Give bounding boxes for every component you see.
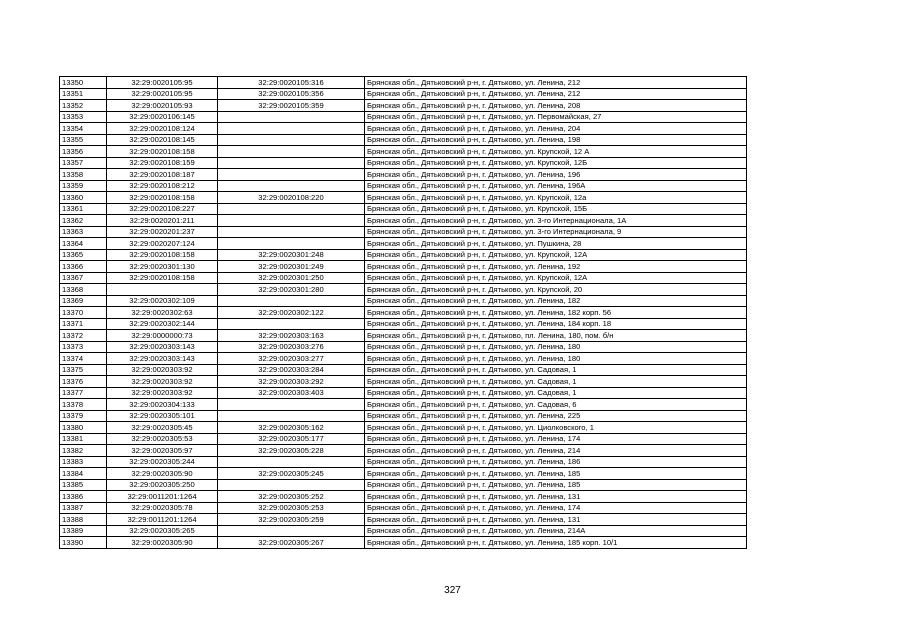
row-number: 13379: [60, 410, 107, 422]
address-cell: Брянская обл., Дятьковский р-н, г. Дятьково, ул. Ленина, 212: [365, 77, 747, 89]
cadastral-number-2: 32:29:0020303:284: [218, 364, 365, 376]
cadastral-number-1: 32:29:0020303:143: [107, 353, 218, 365]
row-number: 13385: [60, 479, 107, 491]
table-row: [60, 111, 747, 123]
address-cell: Брянская обл., Дятьковский р-н, г. Дятьково, ул. Ленина, 214: [365, 445, 747, 457]
table-row: [60, 261, 747, 273]
address-cell: Брянская обл., Дятьковский р-н, г. Дятьково, ул. Ленина, 185: [365, 479, 747, 491]
cadastral-number-2: [218, 238, 365, 250]
address-cell: Брянская обл., Дятьковский р-н, г. Дятьково, ул. Ленина, 185: [365, 468, 747, 480]
address-cell: Брянская обл., Дятьковский р-н, г. Дятьково, ул. Ленина, 180: [365, 353, 747, 365]
table-row: [60, 433, 747, 445]
cadastral-number-1: 32:29:0020105:95: [107, 77, 218, 89]
cadastral-number-1: 32:29:0020303:143: [107, 341, 218, 353]
cadastral-number-2: [218, 295, 365, 307]
row-number: 13369: [60, 295, 107, 307]
table-row: [60, 146, 747, 158]
table-row: [60, 295, 747, 307]
cadastral-number-2: [218, 410, 365, 422]
cadastral-number-2: 32:29:0020305:259: [218, 514, 365, 526]
row-number: 13359: [60, 180, 107, 192]
table-row: [60, 238, 747, 250]
cadastral-number-1: 32:29:0020305:90: [107, 468, 218, 480]
row-number: 13382: [60, 445, 107, 457]
cadastral-number-1: 32:29:0020305:78: [107, 502, 218, 514]
page-number: 327: [444, 585, 461, 596]
table-row: [60, 272, 747, 284]
table-row: [60, 468, 747, 480]
cadastral-number-1: 32:29:0020305:97: [107, 445, 218, 457]
cadastral-number-2: 32:29:0020303:403: [218, 387, 365, 399]
property-table: [59, 76, 747, 549]
cadastral-number-2: 32:29:0020301:248: [218, 249, 365, 261]
address-cell: Брянская обл., Дятьковский р-н, г. Дятьково, ул. Ленина, 196А: [365, 180, 747, 192]
address-cell: Брянская обл., Дятьковский р-н, г. Дятьково, ул. Ленина, 185 корп. 10/1: [365, 537, 747, 549]
table-row: [60, 318, 747, 330]
address-cell: Брянская обл., Дятьковский р-н, г. Дятьково, ул. Ленина, 174: [365, 502, 747, 514]
cadastral-number-1: 32:29:0020303:92: [107, 364, 218, 376]
address-cell: Брянская обл., Дятьковский р-н, г. Дятьково, ул. Ленина, 174: [365, 433, 747, 445]
address-cell: Брянская обл., Дятьковский р-н, г. Дятьково, пл. Ленина, 180, пом. б/н: [365, 330, 747, 342]
address-cell: Брянская обл., Дятьковский р-н, г. Дятьково, ул. Садовая, 1: [365, 364, 747, 376]
cadastral-number-1: 32:29:0020304:133: [107, 399, 218, 411]
table-row: [60, 422, 747, 434]
cadastral-number-2: [218, 399, 365, 411]
table-row: [60, 491, 747, 503]
row-number: 13386: [60, 491, 107, 503]
address-cell: Брянская обл., Дятьковский р-н, г. Дятьково, ул. Ленина, 198: [365, 134, 747, 146]
cadastral-number-1: 32:29:0020201:237: [107, 226, 218, 238]
table-row: [60, 226, 747, 238]
table-row: [60, 410, 747, 422]
table-row: [60, 249, 747, 261]
cadastral-number-1: 32:29:0020305:101: [107, 410, 218, 422]
row-number: 13374: [60, 353, 107, 365]
cadastral-number-2: [218, 180, 365, 192]
table-row: [60, 215, 747, 227]
row-number: 13373: [60, 341, 107, 353]
address-cell: Брянская обл., Дятьковский р-н, г. Дятьково, ул. Ленина, 192: [365, 261, 747, 273]
row-number: 13355: [60, 134, 107, 146]
address-cell: Брянская обл., Дятьковский р-н, г. Дятьково, ул. Ленина, 225: [365, 410, 747, 422]
cadastral-number-1: 32:29:0020105:95: [107, 88, 218, 100]
address-cell: Брянская обл., Дятьковский р-н, г. Дятьково, ул. Ленина, 196: [365, 169, 747, 181]
table-row: [60, 180, 747, 192]
cadastral-number-2: 32:29:0020305:267: [218, 537, 365, 549]
cadastral-number-2: 32:29:0020303:276: [218, 341, 365, 353]
cadastral-number-1: 32:29:0020305:90: [107, 537, 218, 549]
address-cell: Брянская обл., Дятьковский р-н, г. Дятьково, ул. Садовая, 6: [365, 399, 747, 411]
row-number: 13357: [60, 157, 107, 169]
address-cell: Брянская обл., Дятьковский р-н, г. Дятьково, ул. Крупской, 12А: [365, 272, 747, 284]
cadastral-number-1: 32:29:0020305:250: [107, 479, 218, 491]
cadastral-number-2: 32:29:0020105:316: [218, 77, 365, 89]
table-row: [60, 341, 747, 353]
address-cell: Брянская обл., Дятьковский р-н, г. Дятьково, ул. Крупской, 12Б: [365, 157, 747, 169]
address-cell: Брянская обл., Дятьковский р-н, г. Дятьково, ул. Ленина, 204: [365, 123, 747, 135]
row-number: 13375: [60, 364, 107, 376]
row-number: 13366: [60, 261, 107, 273]
table-row: [60, 134, 747, 146]
cadastral-number-2: 32:29:0020108:220: [218, 192, 365, 204]
row-number: 13350: [60, 77, 107, 89]
cadastral-number-1: 32:29:0020302:109: [107, 295, 218, 307]
table-row: [60, 203, 747, 215]
row-number: 13368: [60, 284, 107, 296]
address-cell: Брянская обл., Дятьковский р-н, г. Дятьково, ул. Садовая, 1: [365, 387, 747, 399]
table-row: [60, 192, 747, 204]
row-number: 13352: [60, 100, 107, 112]
cadastral-number-1: 32:29:0020108:158: [107, 146, 218, 158]
table-row: [60, 514, 747, 526]
row-number: 13356: [60, 146, 107, 158]
row-number: 13389: [60, 525, 107, 537]
cadastral-number-2: [218, 157, 365, 169]
cadastral-number-1: 32:29:0020305:244: [107, 456, 218, 468]
table-row: [60, 330, 747, 342]
cadastral-number-2: 32:29:0020305:245: [218, 468, 365, 480]
address-cell: Брянская обл., Дятьковский р-н, г. Дятьково, ул. Ленина, 186: [365, 456, 747, 468]
table-row: [60, 284, 747, 296]
cadastral-number-2: [218, 146, 365, 158]
table-row: [60, 307, 747, 319]
address-cell: Брянская обл., Дятьковский р-н, г. Дятьково, ул. Садовая, 1: [365, 376, 747, 388]
row-number: 13361: [60, 203, 107, 215]
cadastral-number-1: 32:29:0020108:145: [107, 134, 218, 146]
cadastral-number-2: [218, 525, 365, 537]
table-row: [60, 502, 747, 514]
cadastral-number-1: 32:29:0020305:265: [107, 525, 218, 537]
table-row: [60, 399, 747, 411]
address-cell: Брянская обл., Дятьковский р-н, г. Дятьково, ул. Ленина, 131: [365, 514, 747, 526]
cadastral-number-2: 32:29:0020301:280: [218, 284, 365, 296]
row-number: 13376: [60, 376, 107, 388]
cadastral-number-1: 32:29:0020305:45: [107, 422, 218, 434]
address-cell: Брянская обл., Дятьковский р-н, г. Дятьково, ул. Крупской, 12а: [365, 192, 747, 204]
cadastral-number-2: [218, 215, 365, 227]
cadastral-number-2: [218, 169, 365, 181]
property-table-body: [60, 77, 747, 549]
row-number: 13362: [60, 215, 107, 227]
row-number: 13365: [60, 249, 107, 261]
cadastral-number-2: 32:29:0020305:177: [218, 433, 365, 445]
cadastral-number-1: 32:29:0020303:92: [107, 376, 218, 388]
table-row: [60, 479, 747, 491]
cadastral-number-1: 32:29:0020305:53: [107, 433, 218, 445]
row-number: 13377: [60, 387, 107, 399]
address-cell: Брянская обл., Дятьковский р-н, г. Дятьково, ул. Ленина, 214А: [365, 525, 747, 537]
cadastral-number-1: 32:29:0020105:93: [107, 100, 218, 112]
row-number: 13351: [60, 88, 107, 100]
cadastral-number-1: 32:29:0020303:92: [107, 387, 218, 399]
table-row: [60, 525, 747, 537]
table-row: [60, 100, 747, 112]
cadastral-number-2: [218, 134, 365, 146]
cadastral-number-1: 32:29:0020108:227: [107, 203, 218, 215]
row-number: 13383: [60, 456, 107, 468]
cadastral-number-1: 32:29:0020108:124: [107, 123, 218, 135]
row-number: 13381: [60, 433, 107, 445]
row-number: 13353: [60, 111, 107, 123]
cadastral-number-2: 32:29:0020302:122: [218, 307, 365, 319]
row-number: 13354: [60, 123, 107, 135]
cadastral-number-1: 32:29:0020108:212: [107, 180, 218, 192]
cadastral-number-2: 32:29:0020303:292: [218, 376, 365, 388]
cadastral-number-2: [218, 111, 365, 123]
table-row: [60, 387, 747, 399]
address-cell: Брянская обл., Дятьковский р-н, г. Дятьково, ул. Циолковского, 1: [365, 422, 747, 434]
table-row: [60, 88, 747, 100]
address-cell: Брянская обл., Дятьковский р-н, г. Дятьково, ул. Крупской, 15Б: [365, 203, 747, 215]
row-number: 13384: [60, 468, 107, 480]
cadastral-number-2: 32:29:0020301:250: [218, 272, 365, 284]
address-cell: Брянская обл., Дятьковский р-н, г. Дятьково, ул. 3-го Интернационала, 1А: [365, 215, 747, 227]
cadastral-number-2: 32:29:0020105:356: [218, 88, 365, 100]
table-row: [60, 376, 747, 388]
table-row: [60, 445, 747, 457]
row-number: 13360: [60, 192, 107, 204]
cadastral-number-1: 32:29:0020108:158: [107, 249, 218, 261]
table-row: [60, 77, 747, 89]
row-number: 13380: [60, 422, 107, 434]
cadastral-number-1: 32:29:0020108:187: [107, 169, 218, 181]
row-number: 13364: [60, 238, 107, 250]
cadastral-number-1: 32:29:0020108:158: [107, 272, 218, 284]
cadastral-number-1: 32:29:0020106:145: [107, 111, 218, 123]
address-cell: Брянская обл., Дятьковский р-н, г. Дятьково, ул. 3-го Интернационала, 9: [365, 226, 747, 238]
cadastral-number-2: 32:29:0020301:249: [218, 261, 365, 273]
table-row: [60, 157, 747, 169]
row-number: 13358: [60, 169, 107, 181]
address-cell: Брянская обл., Дятьковский р-н, г. Дятьково, ул. Крупской, 20: [365, 284, 747, 296]
table-row: [60, 169, 747, 181]
cadastral-number-1: 32:29:0020108:158: [107, 192, 218, 204]
cadastral-number-2: 32:29:0020305:162: [218, 422, 365, 434]
row-number: 13370: [60, 307, 107, 319]
address-cell: Брянская обл., Дятьковский р-н, г. Дятьково, ул. Ленина, 131: [365, 491, 747, 503]
cadastral-number-2: 32:29:0020303:163: [218, 330, 365, 342]
cadastral-number-1: 32:29:0020302:144: [107, 318, 218, 330]
row-number: 13371: [60, 318, 107, 330]
cadastral-number-2: [218, 318, 365, 330]
address-cell: Брянская обл., Дятьковский р-н, г. Дятьково, ул. Ленина, 208: [365, 100, 747, 112]
cadastral-number-2: [218, 456, 365, 468]
row-number: 13390: [60, 537, 107, 549]
cadastral-number-1: [107, 284, 218, 296]
row-number: 13387: [60, 502, 107, 514]
cadastral-number-1: 32:29:0000000:73: [107, 330, 218, 342]
row-number: 13378: [60, 399, 107, 411]
table-row: [60, 364, 747, 376]
address-cell: Брянская обл., Дятьковский р-н, г. Дятьково, ул. Первомайская, 27: [365, 111, 747, 123]
cadastral-number-2: 32:29:0020303:277: [218, 353, 365, 365]
cadastral-number-2: [218, 203, 365, 215]
cadastral-number-1: 32:29:0020302:63: [107, 307, 218, 319]
cadastral-number-2: 32:29:0020305:252: [218, 491, 365, 503]
row-number: 13363: [60, 226, 107, 238]
cadastral-number-2: 32:29:0020305:253: [218, 502, 365, 514]
cadastral-number-1: 32:29:0011201:1264: [107, 514, 218, 526]
cadastral-number-2: [218, 226, 365, 238]
address-cell: Брянская обл., Дятьковский р-н, г. Дятьково, ул. Крупской, 12 А: [365, 146, 747, 158]
row-number: 13367: [60, 272, 107, 284]
address-cell: Брянская обл., Дятьковский р-н, г. Дятьково, ул. Пушкина, 28: [365, 238, 747, 250]
address-cell: Брянская обл., Дятьковский р-н, г. Дятьково, ул. Ленина, 184 корп. 18: [365, 318, 747, 330]
cadastral-number-1: 32:29:0020108:159: [107, 157, 218, 169]
cadastral-number-2: [218, 479, 365, 491]
row-number: 13388: [60, 514, 107, 526]
row-number: 13372: [60, 330, 107, 342]
address-cell: Брянская обл., Дятьковский р-н, г. Дятьково, ул. Ленина, 180: [365, 341, 747, 353]
cadastral-number-2: 32:29:0020305:228: [218, 445, 365, 457]
table-row: [60, 456, 747, 468]
cadastral-number-2: [218, 123, 365, 135]
cadastral-number-1: 32:29:0020201:211: [107, 215, 218, 227]
cadastral-number-2: 32:29:0020105:359: [218, 100, 365, 112]
table-row: [60, 123, 747, 135]
cadastral-number-1: 32:29:0020301:130: [107, 261, 218, 273]
address-cell: Брянская обл., Дятьковский р-н, г. Дятьково, ул. Ленина, 182 корп. 56: [365, 307, 747, 319]
address-cell: Брянская обл., Дятьковский р-н, г. Дятьково, ул. Крупской, 12А: [365, 249, 747, 261]
cadastral-number-1: 32:29:0020207:124: [107, 238, 218, 250]
address-cell: Брянская обл., Дятьковский р-н, г. Дятьково, ул. Ленина, 182: [365, 295, 747, 307]
table-row: [60, 537, 747, 549]
table-row: [60, 353, 747, 365]
address-cell: Брянская обл., Дятьковский р-н, г. Дятьково, ул. Ленина, 212: [365, 88, 747, 100]
cadastral-number-1: 32:29:0011201:1264: [107, 491, 218, 503]
